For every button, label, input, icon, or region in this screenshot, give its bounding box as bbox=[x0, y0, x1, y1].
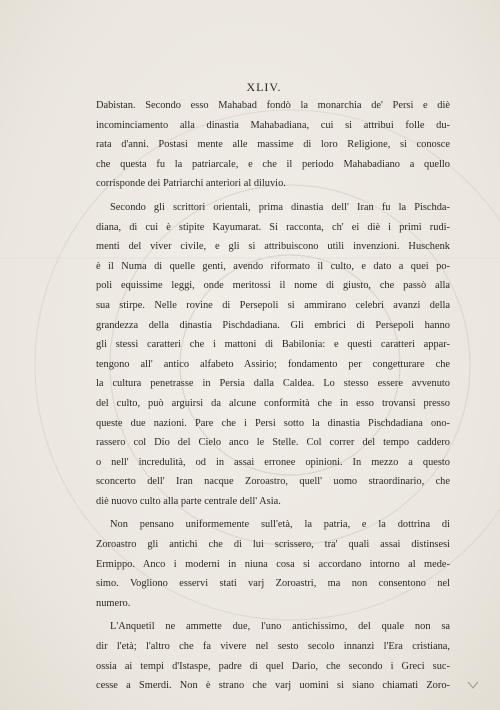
text-line: dir l'età; l'altro che fa vivere nel sesto secolo innanzi l'Era cristiana, bbox=[96, 641, 450, 653]
text-line: incominciamento alla dinastia Mahabadiana, cui si attribui folle du- bbox=[96, 119, 450, 131]
text-line: simo. Vogliono esservi stati varj Zoroastri, ma non consentono nel bbox=[96, 578, 450, 590]
text-line: queste due nazioni. Pare che i Persi sotto la dinastia Pischdadiana ono- bbox=[96, 417, 450, 429]
text-line: o nell' incredulità, od in assai erronee opinioni. In mezzo a questo bbox=[96, 456, 450, 468]
text-line: corrisponde dei Patriarchi anteriori al diluvio. bbox=[96, 178, 286, 190]
text-line: che questa fu la patriarcale, e che il periodo Mahabadiano a quello bbox=[96, 158, 450, 170]
text-line: è il Numa di quelle genti, avendo riformato il culto, e dato a quei po- bbox=[96, 260, 450, 272]
text-line: grandezza della dinastia Pischdadiana. Gli embrici di Persepoli hanno bbox=[96, 319, 450, 331]
text-line: la cultura penetrasse in Persia dalla Caldea. Lo stesso essere avvenuto bbox=[96, 378, 450, 390]
text-line: cesse a Smerdi. Non è strano che varj uomini si siano chiamati Zoro- bbox=[96, 680, 450, 692]
text-line: numero. bbox=[96, 597, 131, 609]
text-line: sua stirpe. Nelle rovine di Persepoli si ammirano celebri avanzi della bbox=[96, 299, 450, 311]
text-line: Zoroastro gli antichi che di lui scrissero, tra' quali assai distinsesi bbox=[96, 539, 450, 551]
page-header bbox=[0, 80, 500, 95]
text-line: Ermippo. Anco i moderni in niuna cosa si accordano intorno al mede- bbox=[96, 558, 450, 570]
text-line: diana, di cui è stipite Kayumarat. Si racconta, ch' ei diè i primi rudi- bbox=[96, 221, 450, 233]
text-line: poli equissime leggi, onde meritossi il nome di giusto, che passò alla bbox=[96, 280, 450, 292]
text-line: menti del viver civile, e gli si attribuiscono utili invenzioni. Huschenk bbox=[96, 241, 450, 253]
text-body bbox=[96, 96, 450, 696]
text-line: sconcerto dell' Iran nacque Zoroastro, quell' uomo straordinario, che bbox=[96, 476, 450, 488]
text-line: del culto, può arguirsi da alcune conformità che in esso trovansi presso bbox=[96, 397, 450, 409]
text-line: Secondo gli scrittori orientali, prima dinastia dell' Iran fu la Pischda- bbox=[110, 201, 450, 213]
text-line: diè nuovo culto alla parte centrale dell' Asia. bbox=[96, 495, 281, 507]
text-line: gli stessi caratteri che i mattoni di Babilonia: e questi caratteri appar- bbox=[96, 339, 450, 351]
text-line: L'Anquetil ne ammette due, l'uno antichissimo, del quale non sa bbox=[110, 621, 450, 633]
text-line: Dabistan. Secondo esso Mahabad fondò la monarchia de' Persi e diè bbox=[96, 100, 450, 111]
text-line: ossia ai tempi d'Istaspe, padre di quel Dario, che secondo i Greci suc- bbox=[96, 660, 450, 672]
text-line: Non pensano uniformemente sull'età, la patria, e la dottrina di bbox=[110, 519, 450, 531]
page-number: XLIV. bbox=[246, 80, 282, 94]
text-line: tengono all' antico alfabeto Assirio; fondamento per congetturare che bbox=[96, 358, 450, 370]
text-line: rassero col Dio del Cielo anco le Stelle. Col correr del tempo caddero bbox=[96, 437, 450, 449]
text-line: rata d'anni. Postasi mente alle massime di loro Religione, si conosce bbox=[96, 139, 450, 151]
corner-mark bbox=[466, 680, 480, 690]
